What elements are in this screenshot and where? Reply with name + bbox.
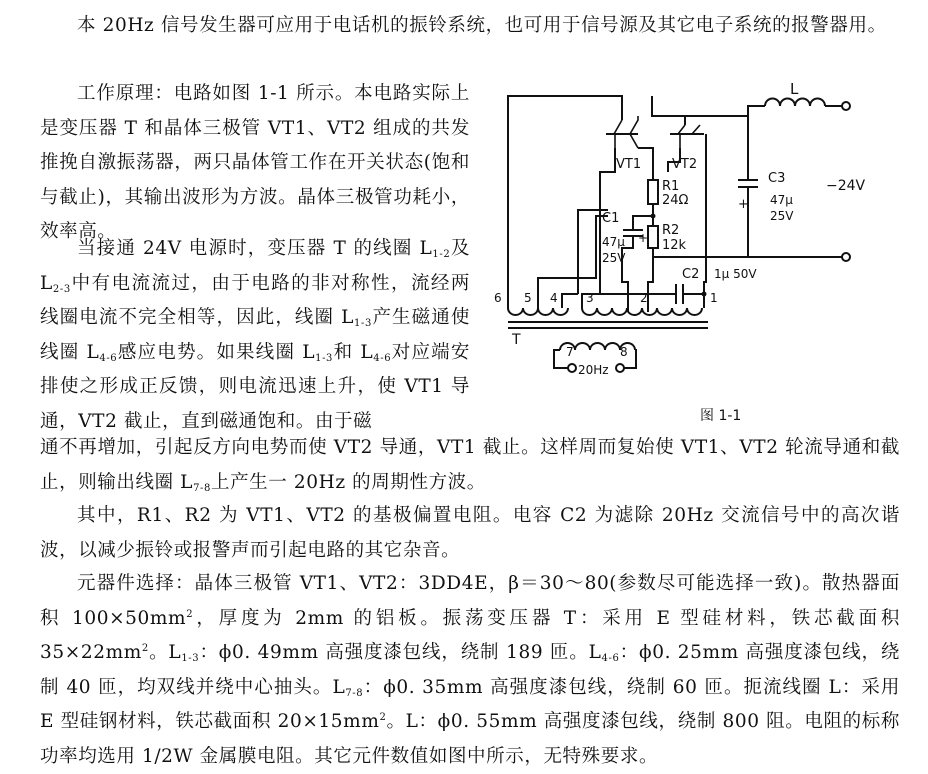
bias-paragraph [40,499,900,568]
operation-text-a: 当接通 24V 电源时，变压器 T 的线圈 L [77,238,433,259]
bias-text: 其中，R1、R2 为 VT1、VT2 的基极偏置电阻。电容 C2 为滤除 20Hz 交流信号中的高次谐波，以减少振铃或报警声而引起电路的其它杂音。 [40,505,900,561]
operation-text-f: 和 L [333,341,374,363]
subscript: 7-8 [193,482,211,494]
subscript: 7-8 [345,687,364,699]
c3-polarity: + [738,197,749,212]
node-4: 4 [550,291,558,305]
node-5: 5 [524,291,532,305]
vt1-label: VT1 [616,157,642,172]
components-text-a: 元器件选择：晶体三极管 VT1、VT2：3DD4E，β＝30～80(参数尽可能选择一致)。散热器面积 100×50mm [40,573,900,629]
choke-coil [765,99,825,107]
vt2-label: VT2 [672,157,698,172]
r1-label: R1 [662,179,680,194]
wire [652,96,685,125]
output-terminal [842,102,850,110]
supply-terminal [842,253,850,261]
node-7: 7 [566,345,574,359]
components-text-d: ：ϕ0. 49mm 高强度漆包线，绕制 189 匝。L [199,642,602,663]
operation-text-c: 中有电流流过，由于电路的非对称性，流经两线圈电流不完全相等，因此，线圈 L [40,272,470,328]
subscript: 1-3 [315,352,334,364]
operation-cont-text-b: 上产生一 20Hz 的周期性方波。 [210,471,486,493]
subscript: 1-3 [181,653,200,664]
c3-value-voltage: 25V [770,209,794,223]
intro-paragraph [40,9,900,44]
junction-dot [702,292,707,297]
components-text-e: ：ϕ0. 25mm 高强度漆包线，绕制 40 匝，均双线并绕中心抽头。L [40,642,900,698]
wire [633,216,653,230]
c1-value-voltage: 25V [602,251,626,265]
resistor-r1 [648,180,658,204]
output-frequency-label: 20Hz [578,363,609,377]
circuit-diagram [478,82,898,427]
c1-value-capacitance: 47μ [602,235,625,249]
output-terminal-7 [568,364,576,372]
node-3: 3 [586,291,594,305]
c3-label: C3 [768,171,786,186]
wire [704,134,706,308]
transformer-label: T [512,332,521,348]
subscript: 4-6 [99,352,118,364]
transformer-winding-4-6 [508,308,568,315]
c2-label: C2 [682,267,700,282]
wire [562,294,578,308]
wire [652,106,765,116]
figure-caption: 图 1-1 [700,408,742,424]
r1-value: 24Ω [662,193,689,208]
wire [508,96,622,308]
node-6: 6 [494,291,502,305]
subscript: 4-6 [373,352,392,364]
components-text-f: ：ϕ0. 35mm 高强度漆包线，绕制 60 匝。扼流线圈 L：采用 E 型硅钢材料，铁芯截面积 20×15mm [40,676,900,732]
intro-text: 本 20Hz 信号发生器可应用于电话机的振铃系统，也可用于信号源及其它电子系统的报警器用。 [77,15,887,36]
components-text-b: ，厚度为 2mm 的铝板。振荡变压器 T：采用 E 型硅材料，铁芯截面积 35×22mm [40,607,900,663]
operation-text-d: 产生磁通使线圈 L [40,307,470,363]
superscript: 2 [379,712,387,723]
node-2: 2 [640,291,648,305]
components-text-c: 。L [148,642,182,663]
node-8: 8 [620,345,628,359]
subscript: 1-3 [354,318,372,329]
components-text-g: 。L：ϕ0. 55mm 高强度漆包线，绕制 800 阻。电阻的标称功率均选用 1/2W 金属膜电阻。其它元件数值如图中所示，无特殊要求。 [40,711,900,767]
operation-paragraph [40,232,470,439]
subscript: 2-3 [52,283,71,295]
principle-paragraph [40,77,470,250]
transistor-vt1 [606,116,638,148]
resistor-r2 [648,226,658,248]
output-terminal-8 [616,364,624,372]
operation-text-e: 感应电势。如果线圈 L [117,341,316,363]
subscript: 4-6 [601,653,620,664]
choke-label: L [790,82,799,98]
principle-text: 工作原理：电路如图 1-1 所示。本电路实际上是变压器 T 和晶体三极管 VT1、VT2 组成的共发推挽自激振荡器，两只晶体管工作在开关状态(饱和与截止)，其输出波形为方波。晶体三极管功耗小，效率高。 [40,83,470,242]
c1-polarity: + [638,231,649,245]
operation-text-g: 对应端安排使之形成正反馈，则电流迅速上升，使 VT1 导通，VT2 截止，直到磁通饱和。由于磁 [40,341,470,432]
r2-label: R2 [662,223,680,238]
operation-text-b: 及 L [40,238,470,294]
operation-paragraph-continued [40,431,900,500]
node-1: 1 [710,291,718,305]
c3-value-capacitance: 47μ [770,193,793,207]
superscript: 2 [141,643,149,654]
c1-label: C1 [602,211,620,226]
components-paragraph [40,567,900,774]
wire [648,248,653,312]
r2-value: 12k [662,238,687,253]
transformer-winding-1-3 [582,308,702,315]
c2-value: 1μ 50V [714,267,757,281]
operation-cont-text-a: 通不再增加，引起反方向电势而使 VT2 导通，VT1 截止。这样周而复始使 VT1、VT2 轮流导通和截止，则输出线圈 L [40,437,900,493]
supply-voltage-label: −24V [826,178,866,194]
superscript: 2 [186,608,194,620]
subscript: 1-2 [432,249,451,260]
transistor-vt2 [670,125,704,148]
